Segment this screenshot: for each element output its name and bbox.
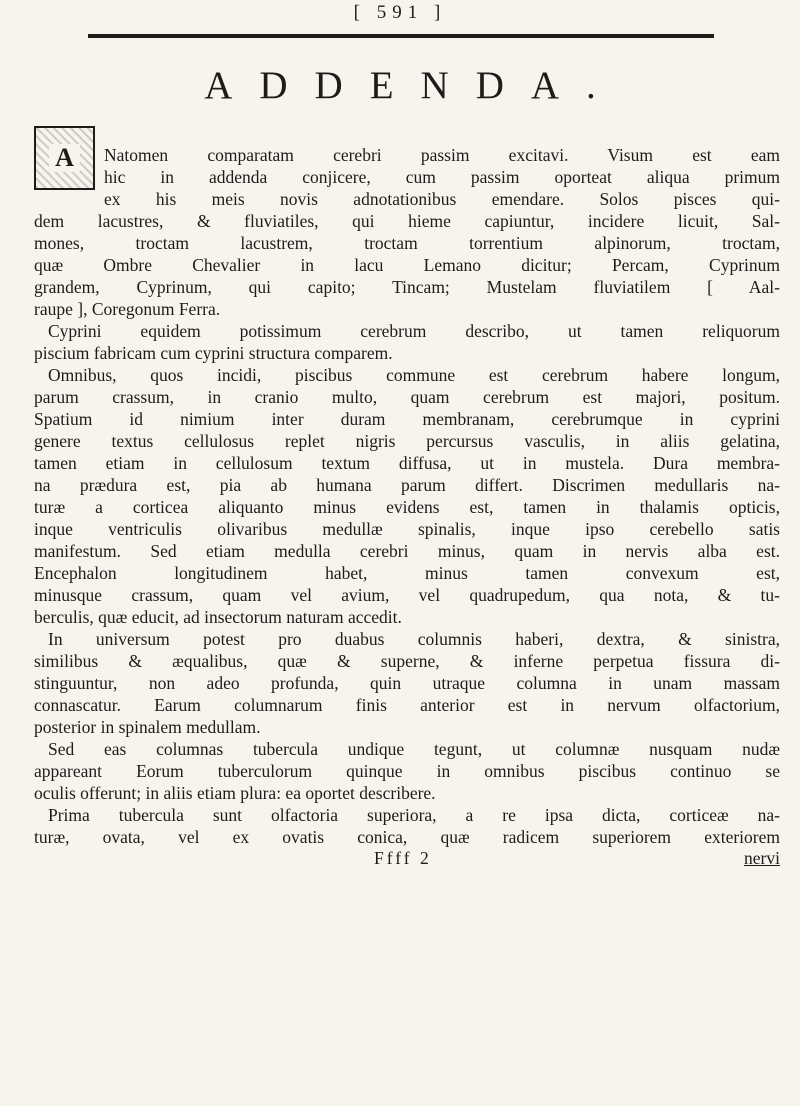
- text-line: turæ, ovata, vel ex ovatis conica, quæ radicem superiorem exteriorem: [34, 827, 780, 847]
- text-line: na prædura est, pia ab humana parum differt. Discrimen medullaris na-: [34, 475, 780, 495]
- ornamental-initial: [34, 126, 95, 190]
- catchword: nervi: [744, 848, 780, 868]
- text-line: hic in addenda conjicere, cum passim oporteat aliqua primum: [104, 167, 780, 187]
- text-line: dem lacustres, & fluviatiles, qui hieme capiuntur, incidere licuit, Sal-: [34, 211, 780, 231]
- text-line: mones, troctam lacustrem, troctam torrentium alpinorum, troctam,: [34, 233, 780, 253]
- text-line: raupe ], Coregonum Ferra.: [34, 299, 221, 319]
- text-line: posterior in spinalem medullam.: [34, 717, 261, 737]
- text-line: Prima tubercula sunt olfactoria superiora, a re ipsa dicta, corticeæ na-: [48, 805, 780, 825]
- text-line: quæ Ombre Chevalier in lacu Lemano dicitur; Percam, Cyprinum: [34, 255, 780, 275]
- text-line: minusque crassum, quam vel avium, vel quadrupedum, qua nota, & tu-: [34, 585, 780, 605]
- text-line: Sed eas columnas tubercula undique tegunt, ut columnæ nusquam nudæ: [48, 739, 780, 759]
- text-line: manifestum. Sed etiam medulla cerebri minus, quam in nervis alba est.: [34, 541, 780, 561]
- text-line: ex his meis novis adnotationibus emendare. Solos pisces qui-: [104, 189, 780, 209]
- text-line: Omnibus, quos incidi, piscibus commune est cerebrum habere longum,: [48, 365, 780, 385]
- text-line: parum crassum, in cranio multo, quam cerebrum est majori, positum.: [34, 387, 780, 407]
- text-line: oculis offerunt; in aliis etiam plura: ea oportet describere.: [34, 783, 436, 803]
- text-line: tamen etiam in cellulosum textum diffusa, ut in mustela. Dura membra-: [34, 453, 780, 473]
- text-line: Encephalon longitudinem habet, minus tamen convexum est,: [34, 563, 780, 583]
- text-line: stinguuntur, non adeo profunda, quin utraque columna in unam massam: [34, 673, 780, 693]
- text-line: appareant Eorum tuberculorum quinque in omnibus piscibus continuo se: [34, 761, 780, 781]
- text-line: berculis, quæ educit, ad insectorum naturam accedit.: [34, 607, 402, 627]
- text-line: grandem, Cyprinum, qui capito; Tincam; Mustelam fluviatilem [ Aal-: [34, 277, 780, 297]
- header-rule: [88, 34, 714, 38]
- text-line: similibus & æqualibus, quæ & superne, & inferne perpetua fissura di-: [34, 651, 780, 671]
- text-line: connascatur. Earum columnarum finis anterior est in nervum olfactorium,: [34, 695, 780, 715]
- text-line: inque ventriculis olivaribus medullæ spinalis, inque ipso cerebello satis: [34, 519, 780, 539]
- text-line: genere textus cellulosus replet nigris percursus vasculis, in aliis gelatina,: [34, 431, 780, 451]
- text-line: Cyprini equidem potissimum cerebrum describo, ut tamen reliquorum: [48, 321, 780, 341]
- text-line: Natomen comparatam cerebri passim excitavi. Visum est eam: [104, 145, 780, 165]
- page-number: [ 591 ]: [353, 2, 447, 23]
- text-line: Spatium id nimium inter duram membranam, cerebrumque in cyprini: [34, 409, 780, 429]
- text-line: turæ a corticea aliquanto minus evidens est, tamen in thalamis opticis,: [34, 497, 780, 517]
- signature-mark: Ffff 2: [374, 848, 432, 868]
- drop-cap-letter: A: [49, 144, 80, 173]
- text-line: piscium fabricam cum cyprini structura comparem.: [34, 343, 393, 363]
- section-heading: ADDENDA.: [204, 64, 623, 107]
- text-line: In universum potest pro duabus columnis haberi, dextra, & sinistra,: [48, 629, 780, 649]
